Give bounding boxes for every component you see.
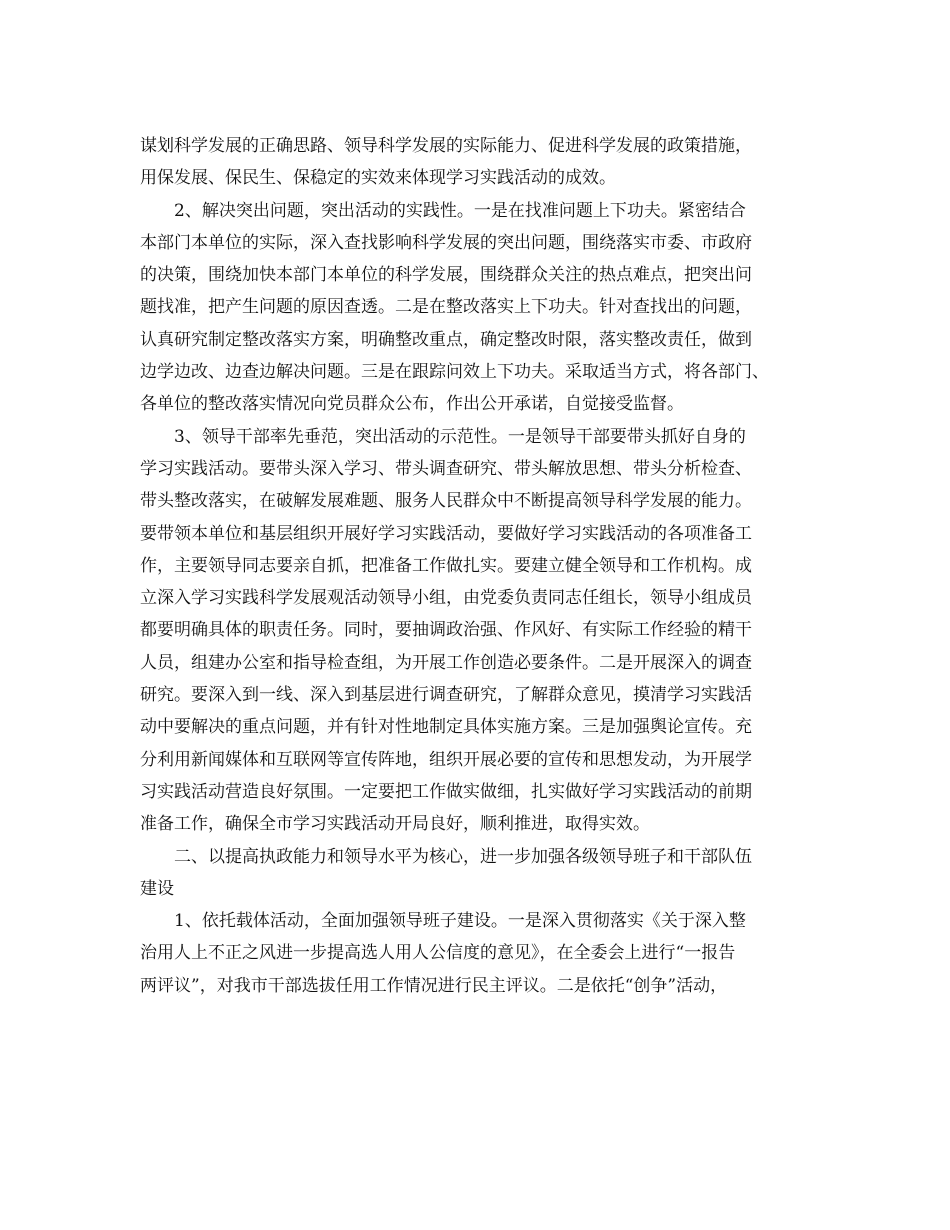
text-line: 立深入学习实践科学发展观活动领导小组，由党委负责同志任组长，领导小组成员 bbox=[140, 588, 752, 609]
text-line: 作，主要领导同志要亲自抓，把准备工作做扎实。要建立健全领导和工作机构。成 bbox=[140, 555, 752, 576]
text-line: 3、领导干部率先垂范，突出活动的示范性。一是领导干部要带头抓好自身的 bbox=[174, 426, 746, 447]
text-line: 带头整改落实，在破解发展难题、服务人民群众中不断提高领导科学发展的能力。 bbox=[140, 491, 752, 512]
paragraph-2 bbox=[140, 195, 830, 421]
text-line: 的决策，围绕加快本部门本单位的科学发展，围绕群众关注的热点难点，把突出问 bbox=[140, 265, 752, 286]
text-line: 2、解决突出问题，突出活动的实践性。一是在找准问题上下功夫。紧密结合 bbox=[174, 200, 746, 221]
text-line: 要带领本单位和基层组织开展好学习实践活动，要做好学习实践活动的各项准备工 bbox=[140, 523, 752, 544]
text-line: 谋划科学发展的正确思路、领导科学发展的实际能力、促进科学发展的政策措施， bbox=[140, 136, 752, 156]
text-line: 都要明确具体的职责任务。同时，要抽调政治强、作风好、有实际工作经验的精干 bbox=[140, 620, 752, 641]
text-line: 边学边改、边查边解决问题。三是在跟踪问效上下功夫。采取适当方式，将各部门、 bbox=[140, 362, 769, 383]
text-line: 学习实践活动。要带头深入学习、带头调查研究、带头解放思想、带头分析检查、 bbox=[140, 458, 752, 479]
paragraph-4 bbox=[140, 905, 830, 1002]
paragraph-1 bbox=[140, 130, 830, 195]
paragraph-3 bbox=[140, 421, 830, 841]
text-line: 1、依托载体活动，全面加强领导班子建设。一是深入贯彻落实《关于深入整 bbox=[174, 911, 746, 932]
text-line: 治用人上不正之风进一步提高选人用人公信度的意见》，在全委会上进行“一报告 bbox=[140, 943, 736, 964]
text-line: 研究。要深入到一线、深入到基层进行调查研究，了解群众意见，摸清学习实践活 bbox=[140, 685, 752, 706]
body-text bbox=[140, 130, 830, 1002]
text-line: 分利用新闻媒体和互联网等宣传阵地，组织开展必要的宣传和思想发动，为开展学 bbox=[140, 749, 752, 770]
text-line: 各单位的整改落实情况向党员群众公布，作出公开承诺，自觉接受监督。 bbox=[140, 394, 684, 415]
text-line: 二、以提高执政能力和领导水平为核心，进一步加强各级领导班子和干部队伍 bbox=[174, 846, 752, 867]
section-heading-2 bbox=[140, 841, 830, 906]
text-line: 题找准，把产生问题的原因查透。二是在整改落实上下功夫。针对查找出的问题， bbox=[140, 297, 752, 318]
text-line: 人员，组建办公室和指导检查组，为开展工作创造必要条件。二是开展深入的调查 bbox=[140, 652, 752, 673]
text-line: 用保发展、保民生、保稳定的实效来体现学习实践活动的成效。 bbox=[140, 168, 616, 189]
text-line: 准备工作，确保全市学习实践活动开局良好，顺利推进，取得实效。 bbox=[140, 814, 650, 835]
text-line: 两评议”，对我市干部选拔任用工作情况进行民主评议。二是依托“创争”活动， bbox=[140, 975, 728, 996]
text-line: 建设 bbox=[140, 878, 174, 899]
text-line: 动中要解决的重点问题，并有针对性地制定具体实施方案。三是加强舆论宣传。充 bbox=[140, 717, 752, 738]
text-line: 认真研究制定整改落实方案，明确整改重点，确定整改时限，落实整改责任，做到 bbox=[140, 329, 752, 350]
text-line: 本部门本单位的实际，深入查找影响科学发展的突出问题，围绕落实市委、市政府 bbox=[140, 232, 752, 253]
text-line: 习实践活动营造良好氛围。一定要把工作做实做细，扎实做好学习实践活动的前期 bbox=[140, 781, 752, 802]
